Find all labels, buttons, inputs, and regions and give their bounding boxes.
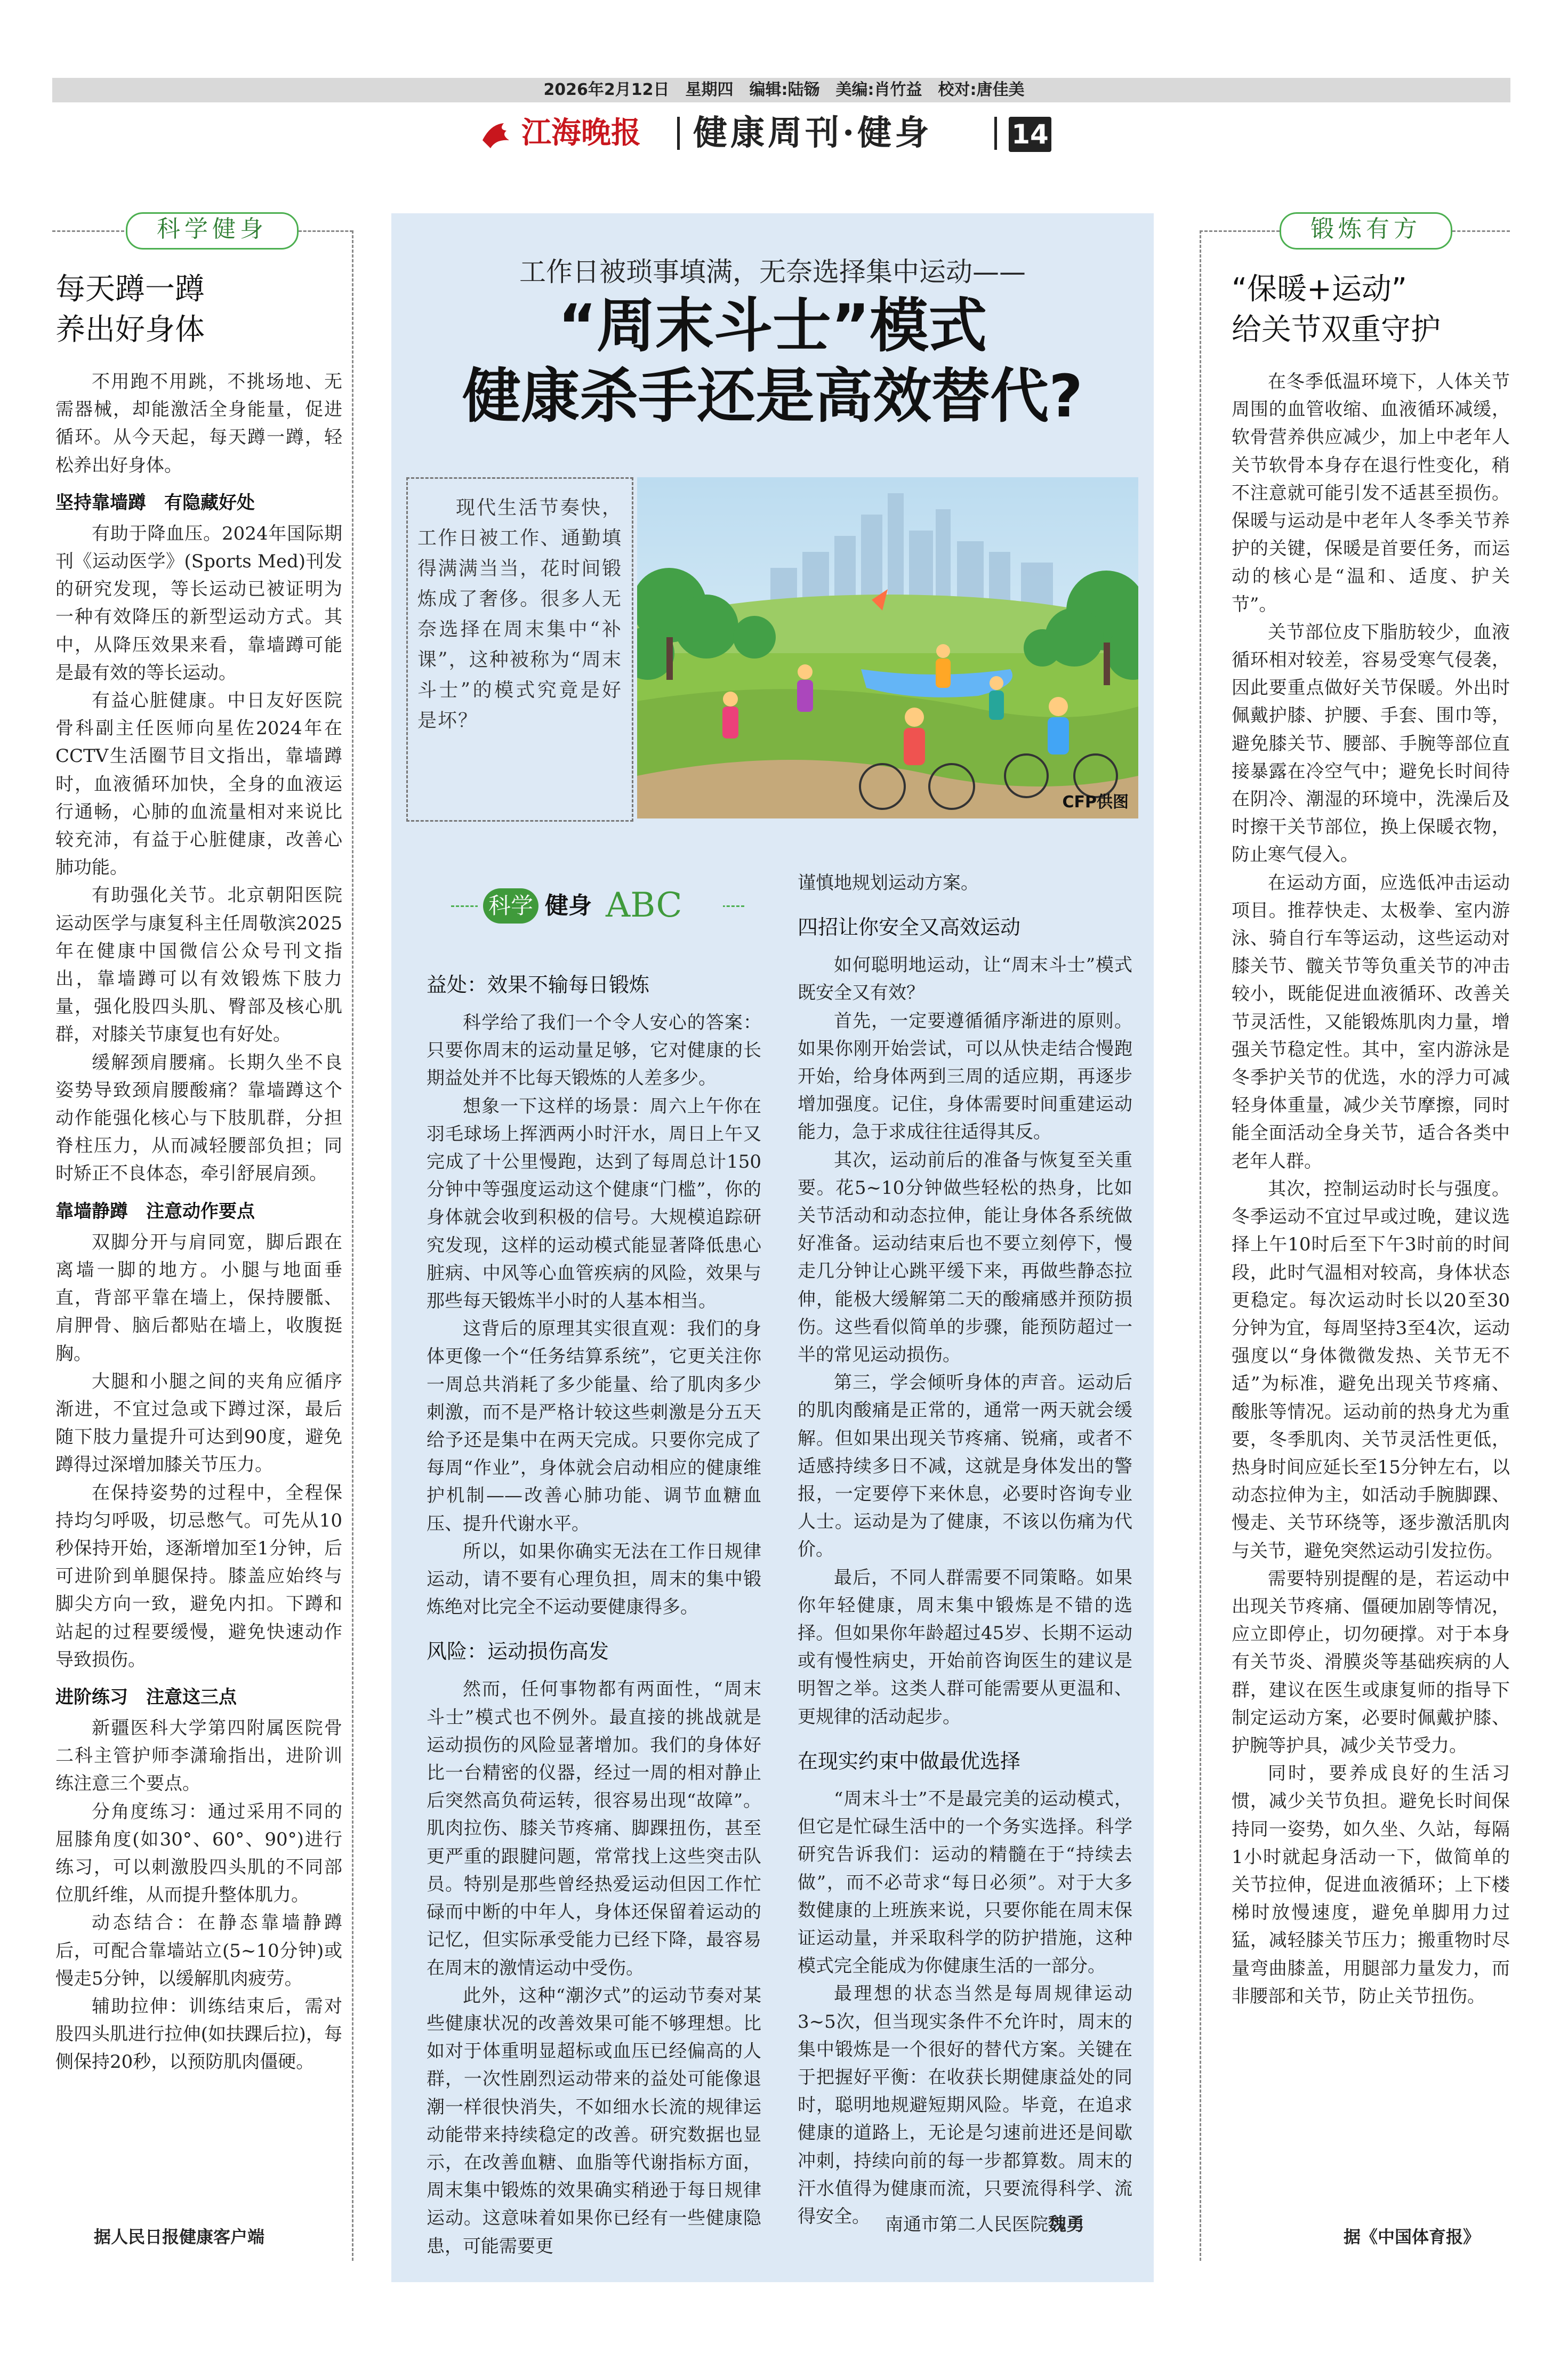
paragraph: 首先，一定要遵循循序渐进的原则。如果你刚开始尝试，可以从快走结合慢跑开始，给身体两到三周的适应期，再逐步增加强度。记住，身体需要时间重建运动能力，急于求成往往适得其反。 [798, 1010, 1132, 1143]
abc-label-fitness: 健身 [545, 892, 592, 919]
paragraph: 其次，运动前后的准备与恢复至关重要。花5~10分钟做些轻松的热身，比如关节活动和动态拉伸，能让身体各系统做好准备。运动结束后也不要立刻停下，慢走几分钟让心跳平缓下来，再做些静态拉伸，能极大缓解第二天的酸痛感并预防损伤。这些看似简单的步骤，能预防超过一半的常见运动损伤。 [798, 1149, 1132, 1366]
page-number: 14 [1009, 117, 1051, 152]
paragraph: “周末斗士”不是最完美的运动模式，但它是忙碌生活中的一个务实选择。科学研究告诉我们：运动的精髓在于“持续去做”，而不必苛求“每日必须”。对于大多数健康的上班族来说，只要你能在周末保证运动量，并采取科学的防护措施，这种模式完全能成为你健康生活的一部分。 [798, 1788, 1132, 1977]
right-article-title [1232, 269, 1519, 350]
byline-author: 魏勇 [1048, 2214, 1084, 2235]
paragraph: 新疆医科大学第四附属医院骨二科主管护师李潇瑜指出，进阶训练注意三个要点。 [55, 1717, 342, 1795]
masthead-divider [994, 117, 997, 150]
feature-headline [391, 291, 1154, 431]
paragraph: 谨慎地规划运动方案。 [798, 872, 979, 894]
logo-text: 江海晚报 [521, 116, 641, 150]
feature-kicker: 工作日被琐事填满，无奈选择集中运动—— [519, 256, 1026, 287]
paragraph: 如何聪明地运动，让“周末斗士”模式既安全又有效？ [798, 954, 1132, 1004]
paragraph: 不用跑不用跳，不挑场地、无需器械，却能激活全身能量，促进循环。从今天起，每天蹲一蹲，轻松养出好身体。 [55, 371, 342, 476]
headline-line: “周末斗士”模式 [558, 292, 987, 360]
subheading: 四招让你安全又高效运动 [798, 916, 1021, 940]
title-line: 给关节双重守护 [1232, 312, 1441, 347]
right-source: 据《中国体育报》 [1344, 2227, 1481, 2247]
subheading: 坚持靠墙蹲 有隐藏好处 [55, 492, 255, 513]
paragraph: 最理想的状态当然是每周规律运动3~5次，但当现实条件不允许时，周末的集中锻炼是一个很好的替代方案。关键在于把握好平衡：在收获长期健康益处的同时，聪明地规避短期风险。毕竟，在追求健康的道路上，无论是匀速前进还是间歇冲刺，持续向前的每一步都算数。周末的汗水值得为健康而流，只要流得科学、流得安全。 [798, 1983, 1132, 2227]
tag-rule-right [299, 230, 353, 232]
paragraph: 在冬季低温环境下，人体关节周围的血管收缩、血液循环减缓，软骨营养供应减少，加上中老年人关节软骨本身存在退行性变化，稍不注意就可能引发不适甚至损伤。保暖与运动是中老年人冬季关节养护的关键，保暖是首要任务，而运动的核心是“温和、适度、护关节”。 [1232, 371, 1510, 615]
paragraph: 同时，要养成良好的生活习惯，减少关节负担。避免长时间保持同一姿势，如久坐、久站，每隔1小时就起身活动一下，做简单的关节拉伸，促进血液循环；上下楼梯时放慢速度，避免单脚用力过猛，减轻膝关节压力；搬重物时尽量弯曲膝盖，用腿部力量发力，而非腰部和关节，防止关节扭伤。 [1232, 1763, 1510, 2007]
park-illustration [637, 477, 1138, 818]
paragraph: 在运动方面，应选低冲击运动项目。推荐快走、太极拳、室内游泳、骑自行车等运动，这些运动对膝关节、髋关节等负重关节的冲击较小，既能促进血液循环、改善关节灵活性，又能锻炼肌肉力量，增强关节稳定性。其中，室内游泳是冬季护关节的优选，水的浮力可减轻身体重量，减少关节摩擦，同时能全面活动全身关节，适合各类中老年人群。 [1232, 872, 1510, 1172]
paragraph: 其次，控制运动时长与强度。冬季运动不宜过早或过晚，建议选择上午10时后至下午3时前的时间段，此时气温相对较高，身体状态更稳定。每次运动时长以20至30分钟为宜，每周坚持3至4次，运动强度以“身体微微发热、关节无不适”为标准，避免出现关节疼痛、酸胀等情况。运动前的热身尤为重要，冬季肌肉、关节灵活性更低，热身时间应延长至15分钟左右，以动态拉伸为主，如活动手腕脚踝、慢走、关节环绕等，逐步激活肌肉与关节，避免突然运动引发拉伤。 [1232, 1178, 1510, 1562]
left-column-divider [352, 230, 353, 2261]
intro-paragraph: 现代生活节奏快，工作日被工作、通勤填得满满当当，花时间锻炼成了奢侈。很多人无奈选择在周末集中“补课”，这种被称为“周末斗士”的模式究竟是好是坏？ [417, 497, 622, 732]
left-source: 据人民日报健康客户端 [94, 2227, 265, 2247]
subheading: 益处：效果不输每日锻炼 [427, 973, 650, 997]
left-article-title [55, 269, 343, 350]
right-section-tag: 锻炼有方 [1280, 212, 1452, 250]
paragraph: 动态结合：在静态靠墙静蹲后，可配合靠墙站立(5~10分钟)或慢走5分钟，以缓解肌肉疲劳。 [55, 1912, 342, 1989]
paragraph: 有益心脏健康。中日友好医院骨科副主任医师向星佐2024年在CCTV生活圈节目文指出，靠墙蹲时，血液循环加快，全身的血液运行通畅，心肺的血流量相对来说比较充沛，有益于心脏健康，改善心肺功能。 [55, 690, 342, 879]
paragraph: 所以，如果你确实无法在工作日规律运动，请不要有心理负担，周末的集中锻炼绝对比完全不运动要健康得多。 [427, 1540, 761, 1618]
paragraph: 然而，任何事物都有两面性，“周末斗士”模式也不例外。最直接的挑战就是运动损伤的风险显著增加。我们的身体好比一台精密的仪器，经过一周的相对静止后突然高负荷运转，很容易出现“故障”。肌肉拉伤、膝关节疼痛、脚踝扭伤，甚至更严重的跟腱问题，常常找上这些突击队员。特别是那些曾经热爱运动但因工作忙碌而中断的中年人，身体还保留着运动的记忆，但实际承受能力已经下降，最容易在周末的激情运动中受伤。 [427, 1679, 761, 1979]
left-section-tag: 科学健身 [126, 212, 299, 250]
paragraph: 需要特别提醒的是，若运动中出现关节疼痛、僵硬加剧等情况，应立即停止，切勿硬撑。对于本身有关节炎、滑膜炎等基础疾病的人群，建议在医生或康复师的指导下制定运动方案，必要时佩戴护膝、护腕等护具，减少关节受力。 [1232, 1568, 1510, 1756]
feature-column-1 [427, 954, 761, 2260]
tag-rule-left [52, 230, 124, 232]
photo-credit: CFP供图 [1062, 793, 1129, 812]
paragraph: 科学给了我们一个令人安心的答案：只要你周末的运动量足够，它对健康的长期益处并不比每天锻炼的人差多少。 [427, 1012, 761, 1089]
title-line: “保暖+运动” [1232, 272, 1407, 307]
title-line: 养出好身体 [55, 312, 205, 347]
subheading: 风险：运动损伤高发 [427, 1640, 609, 1664]
left-article-body [55, 368, 342, 2076]
paragraph: 最后，不同人群需要不同策略。如果你年轻健康，周末集中锻炼是不错的选择。但如果你年龄超过45岁、长期不运动或有慢性病史，开始前咨询医生的建议是明智之举。这类人群可能需要从更温和、更规律的活动起步。 [798, 1567, 1132, 1728]
tag-rule-right [1452, 230, 1510, 232]
paragraph: 在保持姿势的过程中，全程保持均匀呼吸，切忌憋气。可先从10秒保持开始，逐渐增加至1分钟，后可进阶到单腿保持。膝盖应始终与脚尖方向一致，避免内扣。下蹲和站起的过程要缓慢，避免快速动作导致损伤。 [55, 1482, 342, 1671]
abc-badge: 科学 [483, 888, 538, 924]
byline-org: 南通市第二人民医院 [885, 2214, 1048, 2235]
intro-text [408, 479, 632, 736]
paragraph: 关节部位皮下脂肪较少，血液循环相对较差，容易受寒气侵袭，因此要重点做好关节保暖。外出时佩戴护膝、护腰、手套、围巾等，避免膝关节、腰部、手腕等部位直接暴露在冷空气中；避免长时间待在阴冷、潮湿的环境中，洗澡后及时擦干关节部位，换上保暖衣物，防止寒气侵入。 [1232, 621, 1510, 866]
title-line: 每天蹲一蹲 [55, 272, 205, 307]
tag-rule-left [1200, 230, 1280, 232]
newspaper-logo [480, 109, 641, 157]
abc-label-abc: ABC [606, 886, 682, 925]
section-title: 健康周刊·健身 [693, 113, 932, 153]
right-column-divider [1200, 230, 1201, 2261]
logo-bird-icon [480, 119, 517, 151]
feature-column-2 [798, 869, 1132, 2230]
science-fitness-abc-label [451, 886, 744, 926]
paragraph: 想象一下这样的场景：周六上午你在羽毛球场上挥洒两小时汗水，周日上午又完成了十公里慢跑，达到了每周总计150分钟中等强度运动这个健康“门槛”，你的身体就会收到积极的信号。大规模追踪研究发现，这样的运动模式能显著降低患心脏病、中风等心血管疾病的风险，效果与那些每天锻炼半小时的人基本相当。 [427, 1095, 761, 1312]
paragraph: 缓解颈肩腰痛。长期久坐不良姿势导致颈肩腰酸痛？靠墙蹲这个动作能强化核心与下肢肌群，分担脊柱压力，从而减轻腰部负担；同时矫正不良体态，牵引舒展肩颈。 [55, 1051, 342, 1185]
park-illustration-image [637, 477, 1138, 818]
right-article-body [1232, 368, 1510, 2010]
masthead-divider [677, 117, 680, 150]
paragraph: 分角度练习：通过采用不同的屈膝角度(如30°、60°、90°)进行练习，可以刺激股四头肌的不同部位肌纤维，从而提升整体肌力。 [55, 1801, 342, 1906]
dateline: 2026年2月12日 星期四 编辑:陆铴 美编:肖竹益 校对:唐佳美 [543, 81, 1025, 99]
paragraph: 这背后的原理其实很直观：我们的身体更像一个“任务结算系统”，它更关注你一周总共消耗了多少能量、给了肌肉多少刺激，而不是严格计较这些刺激是分五天给予还是集中在两天完成。只要你完成了每周“作业”，身体就会启动相应的健康维护机制——改善心肺功能、调节血糖血压、提升代谢水平。 [427, 1318, 761, 1535]
masthead [480, 109, 1077, 157]
subheading: 靠墙静蹲 注意动作要点 [55, 1200, 255, 1222]
subheading: 进阶练习 注意这三点 [55, 1686, 237, 1708]
paragraph: 有助强化关节。北京朝阳医院运动医学与康复科主任周敬滨2025年在健康中国微信公众号刊文指出，靠墙蹲可以有效锻炼下肢力量，强化股四头肌、臀部及核心肌群，对膝关节康复也有好处。 [55, 885, 342, 1046]
paragraph: 大腿和小腿之间的夹角应循序渐进，不宜过急或下蹲过深，最后随下肢力量提升可达到90度，避免蹲得过深增加膝关节压力。 [55, 1370, 342, 1476]
paragraph: 此外，这种“潮汐式”的运动节奏对某些健康状况的改善效果可能不够理想。比如对于体重明显超标或血压已经偏高的人群，一次性剧烈运动带来的益处可能像退潮一样很快消失，不如细水长流的规律运动能带来持续稳定的改善。研究数据也显示，在改善血糖、血脂等代谢指标方面，周末集中锻炼的效果确实稍逊于每日规律运动。这意味着如果你已经有一些健康隐患，可能需要更 [427, 1985, 761, 2257]
intro-box [406, 477, 633, 822]
subheading: 在现实约束中做最优选择 [798, 1749, 1021, 1773]
paragraph: 双脚分开与肩同宽，脚后跟在离墙一脚的地方。小腿与地面垂直，背部平靠在墙上，保持腰骶、肩胛骨、脑后都贴在墙上，收腹挺胸。 [55, 1231, 342, 1364]
feature-byline [885, 2211, 1136, 2238]
headline-line: 健康杀手还是高效替代? [462, 362, 1083, 430]
paragraph: 第三，学会倾听身体的声音。运动后的肌肉酸痛是正常的，通常一两天就会缓解。但如果出现关节疼痛、锐痛，或者不适感持续多日不减，这就是身体发出的警报，一定要停下来休息，必要时咨询专业人士。运动是为了健康，不该以伤痛为代价。 [798, 1372, 1132, 1561]
paragraph: 有助于降血压。2024年国际期刊《运动医学》(Sports Med)刊发的研究发现，等长运动已被证明为一种有效降压的新型运动方式。其中，从降压效果来看，靠墙蹲可能是最有效的等长运动。 [55, 523, 342, 684]
paragraph: 辅助拉伸：训练结束后，需对股四头肌进行拉伸(如扶踝后拉)，每侧保持20秒，以预防肌肉僵硬。 [55, 1995, 342, 2073]
